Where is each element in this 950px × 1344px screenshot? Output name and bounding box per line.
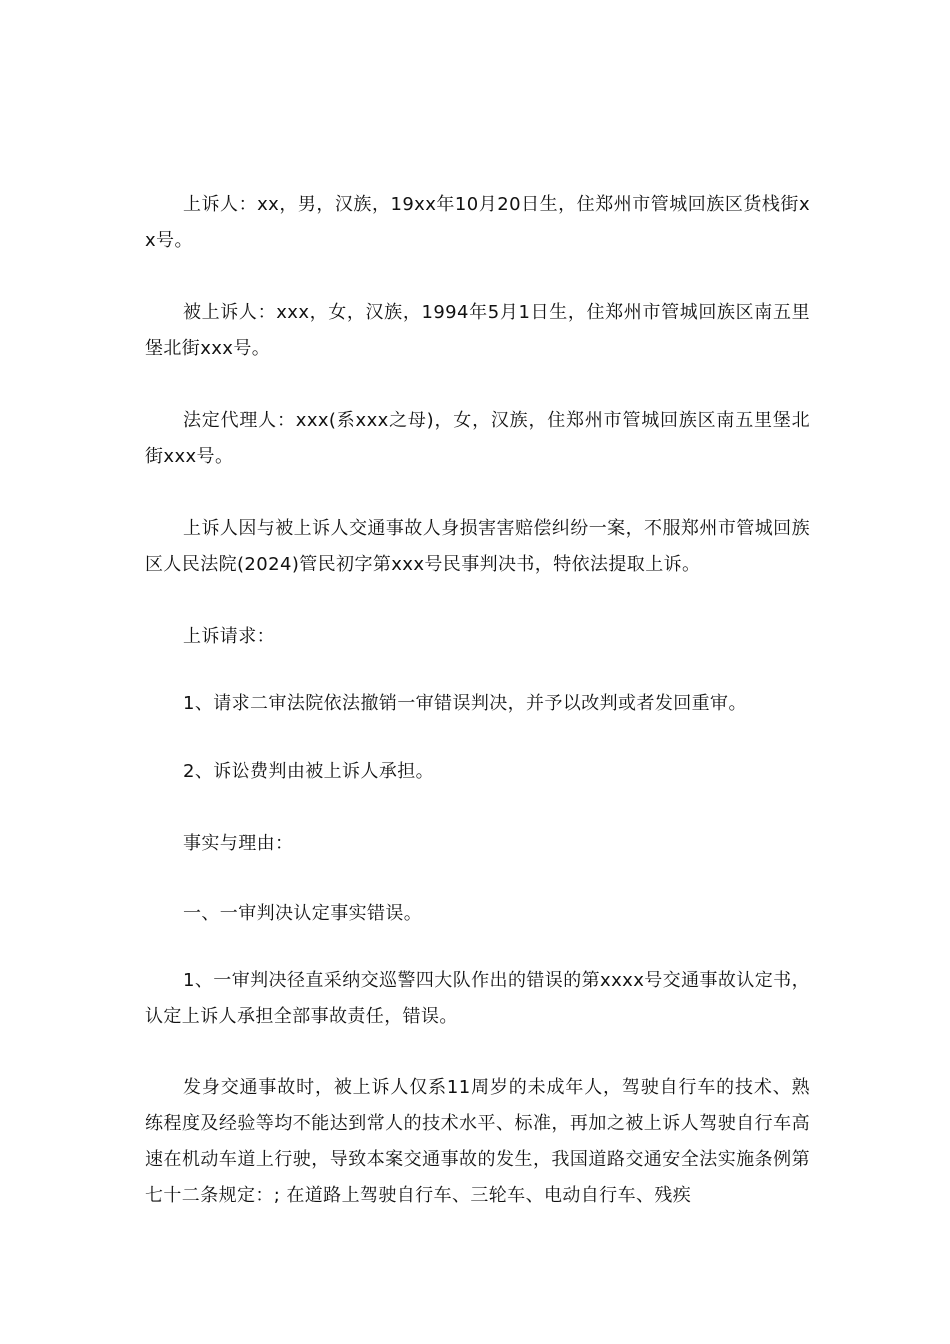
- heading-appeal-request: 上诉请求：: [183, 626, 275, 647]
- paragraph-appellee: 被上诉人：xxx，女，汉族，1994年5月1日生，住郑州市管城回族区南五里堡北街xxx号。: [145, 302, 810, 359]
- paragraph-appellant: 上诉人：xx，男，汉族，19xx年10月20日生，住郑州市管城回族区货栈街xx号。: [145, 194, 810, 251]
- paragraph-fact-1: 1、一审判决径直采纳交巡警四大队作出的错误的第xxxx号交通事故认定书，认定上诉人承担全部事故责任，错误。: [145, 970, 810, 1027]
- heading-section-one: 一、一审判决认定事实错误。: [183, 903, 423, 924]
- paragraph-case-background: 上诉人因与被上诉人交通事故人身损害害赔偿纠纷一案，不服郑州市管城回族区人民法院(2024)管民初字第xxx号民事判决书，特依法提取上诉。: [145, 518, 810, 575]
- paragraph-request-1: 1、请求二审法院依法撤销一审错误判决，并予以改判或者发回重审。: [183, 693, 747, 714]
- paragraph-fact-detail: 发身交通事故时，被上诉人仅系11周岁的未成年人，驾驶自行车的技术、熟练程度及经验等均不能达到常人的技术水平、标准，再加之被上诉人驾驶自行车高速在机动车道上行驶，导致本案交通事故的发生，我国道路交通安全法实施条例第七十二条规定：; 在道路上驾驶自行车、三轮车、电动自行车、残疾: [145, 1077, 810, 1206]
- paragraph-request-2: 2、诉讼费判由被上诉人承担。: [183, 761, 435, 782]
- paragraph-legal-representative: 法定代理人：xxx(系xxx之母)，女，汉族，住郑州市管城回族区南五里堡北街xxx号。: [145, 410, 810, 467]
- heading-facts-reasons: 事实与理由：: [183, 833, 294, 854]
